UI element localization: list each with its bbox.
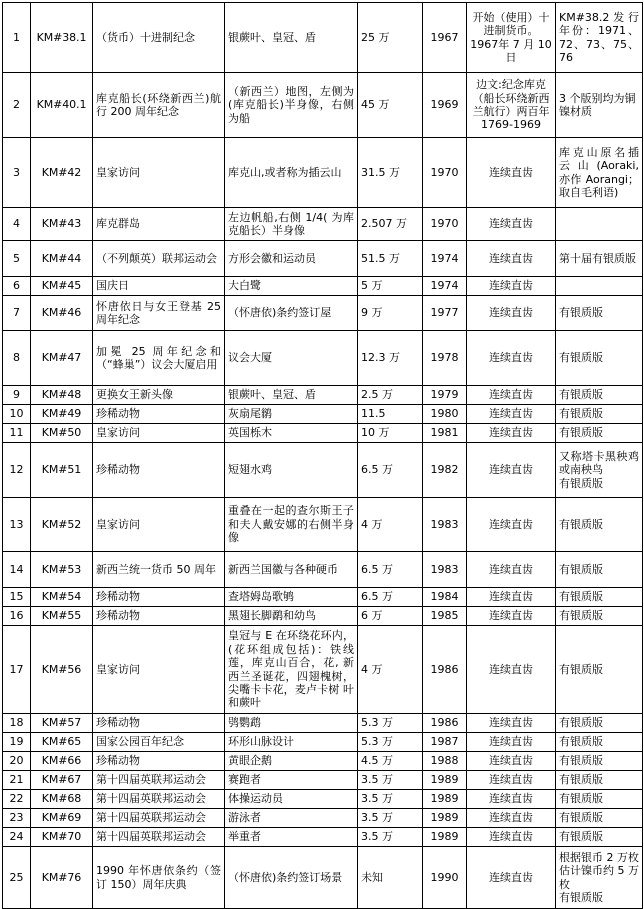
table-body <box>3 3 643 909</box>
cell-year: 1989 <box>423 809 467 828</box>
cell-edge: 连续直齿 <box>467 847 556 909</box>
cell-index: 16 <box>3 607 31 626</box>
cell-name: 珍稀动物 <box>93 714 225 733</box>
cell-desc: 体操运动员 <box>225 790 358 809</box>
cell-name: 珍稀动物 <box>93 405 225 424</box>
cell-code: KM#57 <box>31 714 93 733</box>
cell-code: KM#70 <box>31 828 93 847</box>
cell-notes: 有银质版 <box>556 424 643 443</box>
cell-desc: 方形会徽和运动员 <box>225 241 358 277</box>
cell-year: 1988 <box>423 752 467 771</box>
cell-notes: 根据银币 2 万枚估计镍币约 5 万枚 有银质版 <box>556 847 643 909</box>
cell-code: KM#67 <box>31 771 93 790</box>
cell-code: KM#54 <box>31 588 93 607</box>
cell-desc: 环形山脉设计 <box>225 733 358 752</box>
cell-mintage: 12.3 万 <box>358 331 423 386</box>
cell-index: 12 <box>3 443 31 498</box>
cell-index: 9 <box>3 386 31 405</box>
cell-index: 24 <box>3 828 31 847</box>
cell-mintage: 5 万 <box>358 277 423 296</box>
table-row <box>3 3 643 73</box>
cell-name: （不列颠英）联邦运动会 <box>93 241 225 277</box>
cell-index: 17 <box>3 626 31 714</box>
cell-desc: 议会大厦 <box>225 331 358 386</box>
cell-code: KM#66 <box>31 752 93 771</box>
cell-index: 21 <box>3 771 31 790</box>
cell-desc: 库克山,或者称为插云山 <box>225 138 358 208</box>
cell-name: 皇家访问 <box>93 498 225 552</box>
table-row <box>3 73 643 138</box>
cell-name: 第十四届英联邦运动会 <box>93 790 225 809</box>
cell-name: 库克船长(环绕新西兰)航行 200 周年纪念 <box>93 73 225 138</box>
cell-name: 更换女王新头像 <box>93 386 225 405</box>
cell-year: 1985 <box>423 607 467 626</box>
cell-year: 1980 <box>423 405 467 424</box>
cell-mintage: 5.3 万 <box>358 714 423 733</box>
table-row <box>3 828 643 847</box>
cell-desc: 重叠在一起的查尔斯王子和夫人戴安娜的右侧半身像 <box>225 498 358 552</box>
table-row <box>3 443 643 498</box>
cell-code: KM#42 <box>31 138 93 208</box>
table-row <box>3 588 643 607</box>
cell-mintage: 6.5 万 <box>358 552 423 588</box>
cell-name: 珍稀动物 <box>93 607 225 626</box>
cell-notes <box>556 277 643 296</box>
table-row <box>3 714 643 733</box>
table-row <box>3 809 643 828</box>
cell-edge: 连续直齿 <box>467 809 556 828</box>
cell-desc: 游泳者 <box>225 809 358 828</box>
cell-notes: 有银质版 <box>556 588 643 607</box>
cell-edge: 连续直齿 <box>467 405 556 424</box>
cell-desc: 黄眼企鹅 <box>225 752 358 771</box>
cell-code: KM#65 <box>31 733 93 752</box>
cell-notes: 有银质版 <box>556 714 643 733</box>
cell-code: KM#48 <box>31 386 93 405</box>
cell-code: KM#69 <box>31 809 93 828</box>
cell-index: 3 <box>3 138 31 208</box>
cell-edge: 连续直齿 <box>467 790 556 809</box>
cell-mintage: 6 万 <box>358 607 423 626</box>
cell-mintage: 51.5 万 <box>358 241 423 277</box>
cell-mintage: 3.5 万 <box>358 809 423 828</box>
cell-index: 25 <box>3 847 31 909</box>
cell-edge: 连续直齿 <box>467 607 556 626</box>
cell-index: 14 <box>3 552 31 588</box>
cell-edge: 开始（使用）十进制货币。1967年 7 月 10 日 <box>467 3 556 73</box>
cell-edge: 连续直齿 <box>467 386 556 405</box>
cell-notes: 有银质版 <box>556 386 643 405</box>
cell-desc: 查塔姆岛歌鸲 <box>225 588 358 607</box>
cell-code: KM#43 <box>31 208 93 241</box>
cell-name: 1990 年怀唐依条约（签订 150）周年庆典 <box>93 847 225 909</box>
cell-name: 皇家访问 <box>93 424 225 443</box>
cell-code: KM#68 <box>31 790 93 809</box>
table-row <box>3 386 643 405</box>
cell-year: 1983 <box>423 498 467 552</box>
cell-notes: 有银质版 <box>556 552 643 588</box>
cell-edge: 连续直齿 <box>467 733 556 752</box>
cell-notes: 有银质版 <box>556 405 643 424</box>
cell-year: 1983 <box>423 552 467 588</box>
cell-mintage: 9 万 <box>358 296 423 331</box>
cell-code: KM#38.1 <box>31 3 93 73</box>
table-row <box>3 331 643 386</box>
table-row <box>3 733 643 752</box>
cell-year: 1979 <box>423 386 467 405</box>
cell-mintage: 25 万 <box>358 3 423 73</box>
cell-name: 新西兰统一货币 50 周年 <box>93 552 225 588</box>
cell-notes: 3 个版别均为铜镍材质 <box>556 73 643 138</box>
cell-code: KM#76 <box>31 847 93 909</box>
cell-edge: 连续直齿 <box>467 296 556 331</box>
cell-name: 国庆日 <box>93 277 225 296</box>
cell-desc: 灰扇尾鹟 <box>225 405 358 424</box>
cell-notes: 又称塔卡黑秧鸡或南秧鸟 有银质版 <box>556 443 643 498</box>
cell-name: 库克群岛 <box>93 208 225 241</box>
cell-code: KM#49 <box>31 405 93 424</box>
cell-index: 23 <box>3 809 31 828</box>
cell-year: 1989 <box>423 828 467 847</box>
cell-year: 1986 <box>423 626 467 714</box>
table-row <box>3 552 643 588</box>
cell-edge: 连续直齿 <box>467 552 556 588</box>
cell-year: 1978 <box>423 331 467 386</box>
cell-index: 8 <box>3 331 31 386</box>
table-row <box>3 626 643 714</box>
cell-name: 国家公园百年纪念 <box>93 733 225 752</box>
cell-index: 7 <box>3 296 31 331</box>
table-row <box>3 790 643 809</box>
table-row <box>3 138 643 208</box>
cell-index: 11 <box>3 424 31 443</box>
cell-edge: 连续直齿 <box>467 828 556 847</box>
cell-mintage: 3.5 万 <box>358 828 423 847</box>
cell-year: 1989 <box>423 790 467 809</box>
cell-name: 怀唐依日与女王登基 25 周年纪念 <box>93 296 225 331</box>
cell-code: KM#45 <box>31 277 93 296</box>
cell-desc: 英国栎木 <box>225 424 358 443</box>
cell-mintage: 2.507 万 <box>358 208 423 241</box>
cell-desc: 短翅水鸡 <box>225 443 358 498</box>
cell-year: 1984 <box>423 588 467 607</box>
cell-notes: 第十届有银质版 <box>556 241 643 277</box>
cell-desc: 银蕨叶、皇冠、盾 <box>225 3 358 73</box>
cell-year: 1974 <box>423 241 467 277</box>
cell-desc: 黑翅长脚鹬和幼鸟 <box>225 607 358 626</box>
cell-mintage: 11.5 <box>358 405 423 424</box>
table-row <box>3 277 643 296</box>
cell-mintage: 3.5 万 <box>358 771 423 790</box>
cell-edge: 连续直齿 <box>467 714 556 733</box>
cell-year: 1967 <box>423 3 467 73</box>
cell-desc: 新西兰国徽与各种硬币 <box>225 552 358 588</box>
cell-name: 珍稀动物 <box>93 752 225 771</box>
cell-index: 19 <box>3 733 31 752</box>
cell-notes: 有银质版 <box>556 790 643 809</box>
cell-edge: 连续直齿 <box>467 138 556 208</box>
cell-edge: 连续直齿 <box>467 208 556 241</box>
cell-notes: 有银质版 <box>556 752 643 771</box>
cell-year: 1970 <box>423 138 467 208</box>
cell-code: KM#51 <box>31 443 93 498</box>
cell-index: 6 <box>3 277 31 296</box>
cell-code: KM#40.1 <box>31 73 93 138</box>
table-row <box>3 296 643 331</box>
cell-index: 15 <box>3 588 31 607</box>
cell-name: 珍稀动物 <box>93 443 225 498</box>
cell-year: 1969 <box>423 73 467 138</box>
cell-mintage: 31.5 万 <box>358 138 423 208</box>
cell-name: 加冕 25 周年纪念和（“蜂巢”）议会大厦启用 <box>93 331 225 386</box>
cell-index: 5 <box>3 241 31 277</box>
table-row <box>3 847 643 909</box>
cell-notes: 有银质版 <box>556 296 643 331</box>
cell-desc: 银蕨叶、皇冠、盾 <box>225 386 358 405</box>
cell-index: 1 <box>3 3 31 73</box>
cell-year: 1986 <box>423 714 467 733</box>
cell-notes: 有银质版 <box>556 771 643 790</box>
cell-notes: 有银质版 <box>556 733 643 752</box>
cell-desc: 大白鹭 <box>225 277 358 296</box>
cell-mintage: 10 万 <box>358 424 423 443</box>
cell-mintage: 4.5 万 <box>358 752 423 771</box>
cell-desc: 皇冠与 E 在环绕花环内，(花环组成包括)：铁线莲，库克山百合，花, 新西兰圣诞花，四翅槐树，尖嘴卡卡花，麦卢卡树 叶和蕨叶 <box>225 626 358 714</box>
cell-edge: 连续直齿 <box>467 424 556 443</box>
cell-mintage: 未知 <box>358 847 423 909</box>
cell-edge: 连续直齿 <box>467 626 556 714</box>
table-row <box>3 771 643 790</box>
cell-name: 珍稀动物 <box>93 588 225 607</box>
cell-code: KM#50 <box>31 424 93 443</box>
cell-name: 皇家访问 <box>93 138 225 208</box>
cell-index: 10 <box>3 405 31 424</box>
cell-mintage: 2.5 万 <box>358 386 423 405</box>
cell-name: 第十四届英联邦运动会 <box>93 828 225 847</box>
cell-index: 22 <box>3 790 31 809</box>
table-row <box>3 498 643 552</box>
cell-mintage: 45 万 <box>358 73 423 138</box>
table-row <box>3 752 643 771</box>
cell-notes: KM#38.2发行年份：1971、72、73、75、76 <box>556 3 643 73</box>
cell-name: 第十四届英联邦运动会 <box>93 771 225 790</box>
cell-desc: 左边帆船,右侧 1/4( 为库克船长）半身像 <box>225 208 358 241</box>
cell-desc: （怀唐依)条约签订场景 <box>225 847 358 909</box>
cell-year: 1981 <box>423 424 467 443</box>
table-row <box>3 607 643 626</box>
cell-edge: 连续直齿 <box>467 331 556 386</box>
cell-code: KM#44 <box>31 241 93 277</box>
table-row <box>3 424 643 443</box>
cell-mintage: 3.5 万 <box>358 790 423 809</box>
cell-edge: 连续直齿 <box>467 588 556 607</box>
cell-desc: 赛跑者 <box>225 771 358 790</box>
cell-year: 1990 <box>423 847 467 909</box>
table-row <box>3 405 643 424</box>
cell-code: KM#52 <box>31 498 93 552</box>
cell-index: 13 <box>3 498 31 552</box>
cell-mintage: 4 万 <box>358 626 423 714</box>
cell-mintage: 5.3 万 <box>358 733 423 752</box>
cell-edge: 边文:纪念库克（船长环绕新西兰航行）两百年 1769-1969 <box>467 73 556 138</box>
cell-code: KM#56 <box>31 626 93 714</box>
cell-notes: 有银质版 <box>556 607 643 626</box>
cell-code: KM#46 <box>31 296 93 331</box>
cell-name: （货币）十进制纪念 <box>93 3 225 73</box>
cell-mintage: 4 万 <box>358 498 423 552</box>
cell-index: 2 <box>3 73 31 138</box>
cell-desc: （新西兰）地图，左侧为(库克船长)半身像，右侧为船 <box>225 73 358 138</box>
cell-edge: 连续直齿 <box>467 771 556 790</box>
cell-code: KM#47 <box>31 331 93 386</box>
cell-desc: （怀唐依)条约签订屋 <box>225 296 358 331</box>
cell-index: 20 <box>3 752 31 771</box>
cell-notes <box>556 208 643 241</box>
cell-edge: 连续直齿 <box>467 752 556 771</box>
cell-desc: 举重者 <box>225 828 358 847</box>
table-row <box>3 241 643 277</box>
cell-edge: 连续直齿 <box>467 498 556 552</box>
cell-desc: 鸮鹦鹉 <box>225 714 358 733</box>
cell-year: 1982 <box>423 443 467 498</box>
cell-code: KM#53 <box>31 552 93 588</box>
cell-notes: 库克山原名插 云 山 (Aoraki, 亦作 Aorangi；取自毛利语) <box>556 138 643 208</box>
cell-code: KM#55 <box>31 607 93 626</box>
cell-year: 1970 <box>423 208 467 241</box>
cell-notes: 有银质版 <box>556 498 643 552</box>
cell-year: 1987 <box>423 733 467 752</box>
cell-notes: 有银质版 <box>556 809 643 828</box>
cell-edge: 连续直齿 <box>467 277 556 296</box>
cell-year: 1974 <box>423 277 467 296</box>
cell-year: 1977 <box>423 296 467 331</box>
cell-notes: 有银质版 <box>556 626 643 714</box>
cell-mintage: 6.5 万 <box>358 443 423 498</box>
commemorative-coin-table <box>2 2 643 909</box>
cell-index: 4 <box>3 208 31 241</box>
cell-edge: 连续直齿 <box>467 443 556 498</box>
table-row <box>3 208 643 241</box>
cell-name: 第十四届英联邦运动会 <box>93 809 225 828</box>
cell-notes: 有银质版 <box>556 828 643 847</box>
cell-name: 皇家访问 <box>93 626 225 714</box>
cell-edge: 连续直齿 <box>467 241 556 277</box>
cell-index: 18 <box>3 714 31 733</box>
cell-notes: 有银质版 <box>556 331 643 386</box>
cell-year: 1989 <box>423 771 467 790</box>
cell-mintage: 6.5 万 <box>358 588 423 607</box>
